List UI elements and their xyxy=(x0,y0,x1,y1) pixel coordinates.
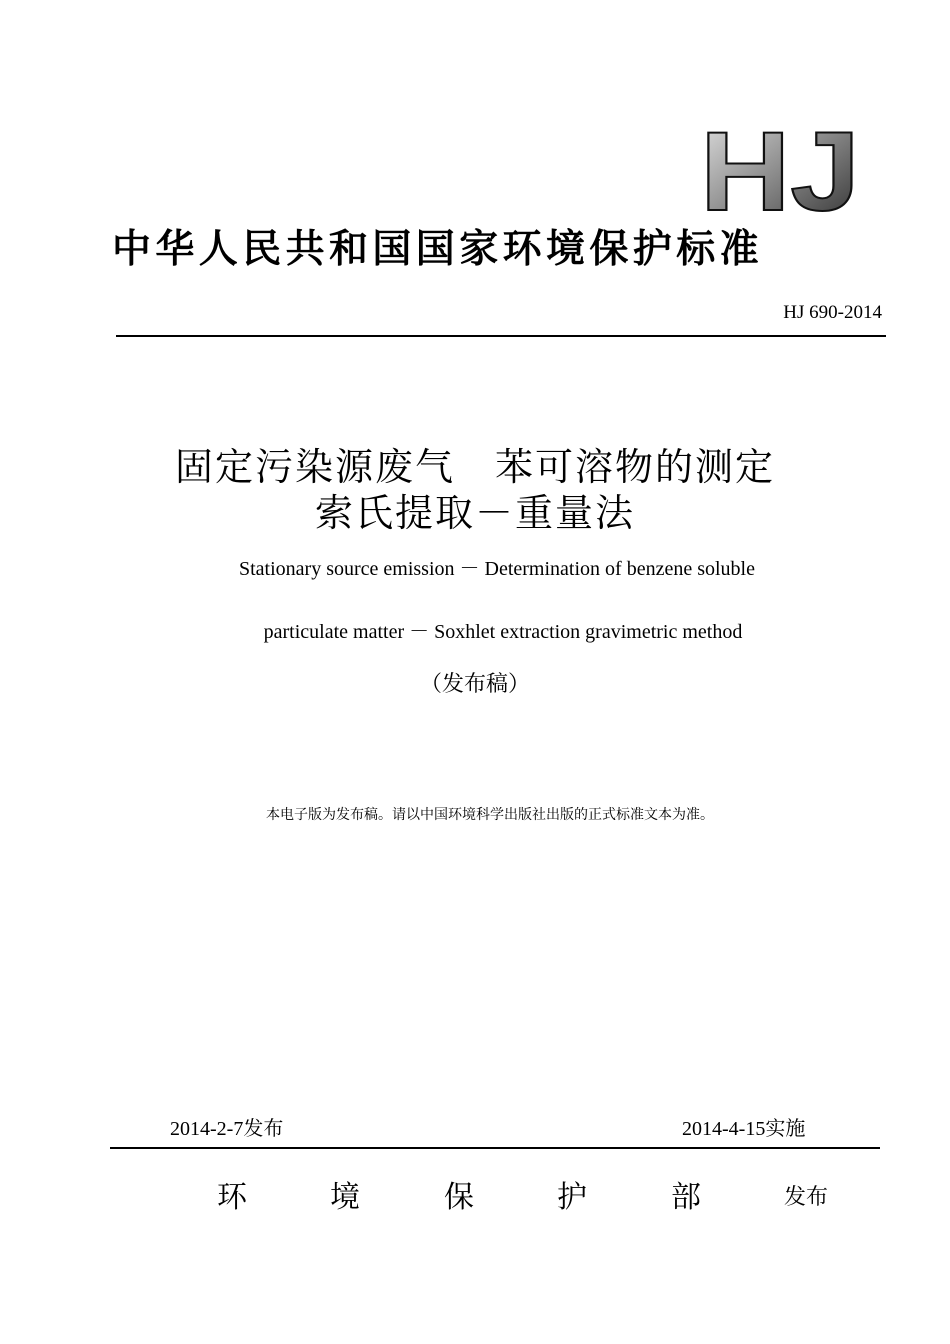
header-divider xyxy=(116,335,886,337)
publisher-char-3: 保 xyxy=(444,1180,474,1215)
publisher-char-1: 环 xyxy=(217,1180,247,1215)
footer-divider xyxy=(110,1147,880,1149)
org-title: 中华人民共和国国家环境保护标准 xyxy=(112,227,764,272)
title-zh-line1: 固定污染源废气 苯可溶物的测定 xyxy=(174,445,775,489)
publisher-char-2: 境 xyxy=(330,1180,360,1215)
hj-logo xyxy=(700,124,862,216)
title-en-line1: Stationary source emission － Determination of benzene soluble xyxy=(239,558,755,580)
standard-number: HJ 690-2014 xyxy=(783,302,882,323)
publisher-suffix: 发布 xyxy=(784,1185,829,1210)
edition-note: 本电子版为发布稿。请以中国环境科学出版社出版的正式标准文本为准。 xyxy=(266,807,714,823)
title-en-line2: particulate matter － Soxhlet extraction gravimetric method xyxy=(263,621,743,643)
title-zh-line2: 索氏提取－重量法 xyxy=(314,491,635,535)
issue-date: 2014-2-7发布 xyxy=(170,1118,284,1140)
effective-date: 2014-4-15实施 xyxy=(682,1118,806,1140)
draft-label: （发布稿） xyxy=(419,672,530,697)
hj-logo-text: HJ xyxy=(700,124,860,216)
publisher-char-4: 护 xyxy=(557,1180,587,1215)
publisher-char-5: 部 xyxy=(671,1180,701,1215)
